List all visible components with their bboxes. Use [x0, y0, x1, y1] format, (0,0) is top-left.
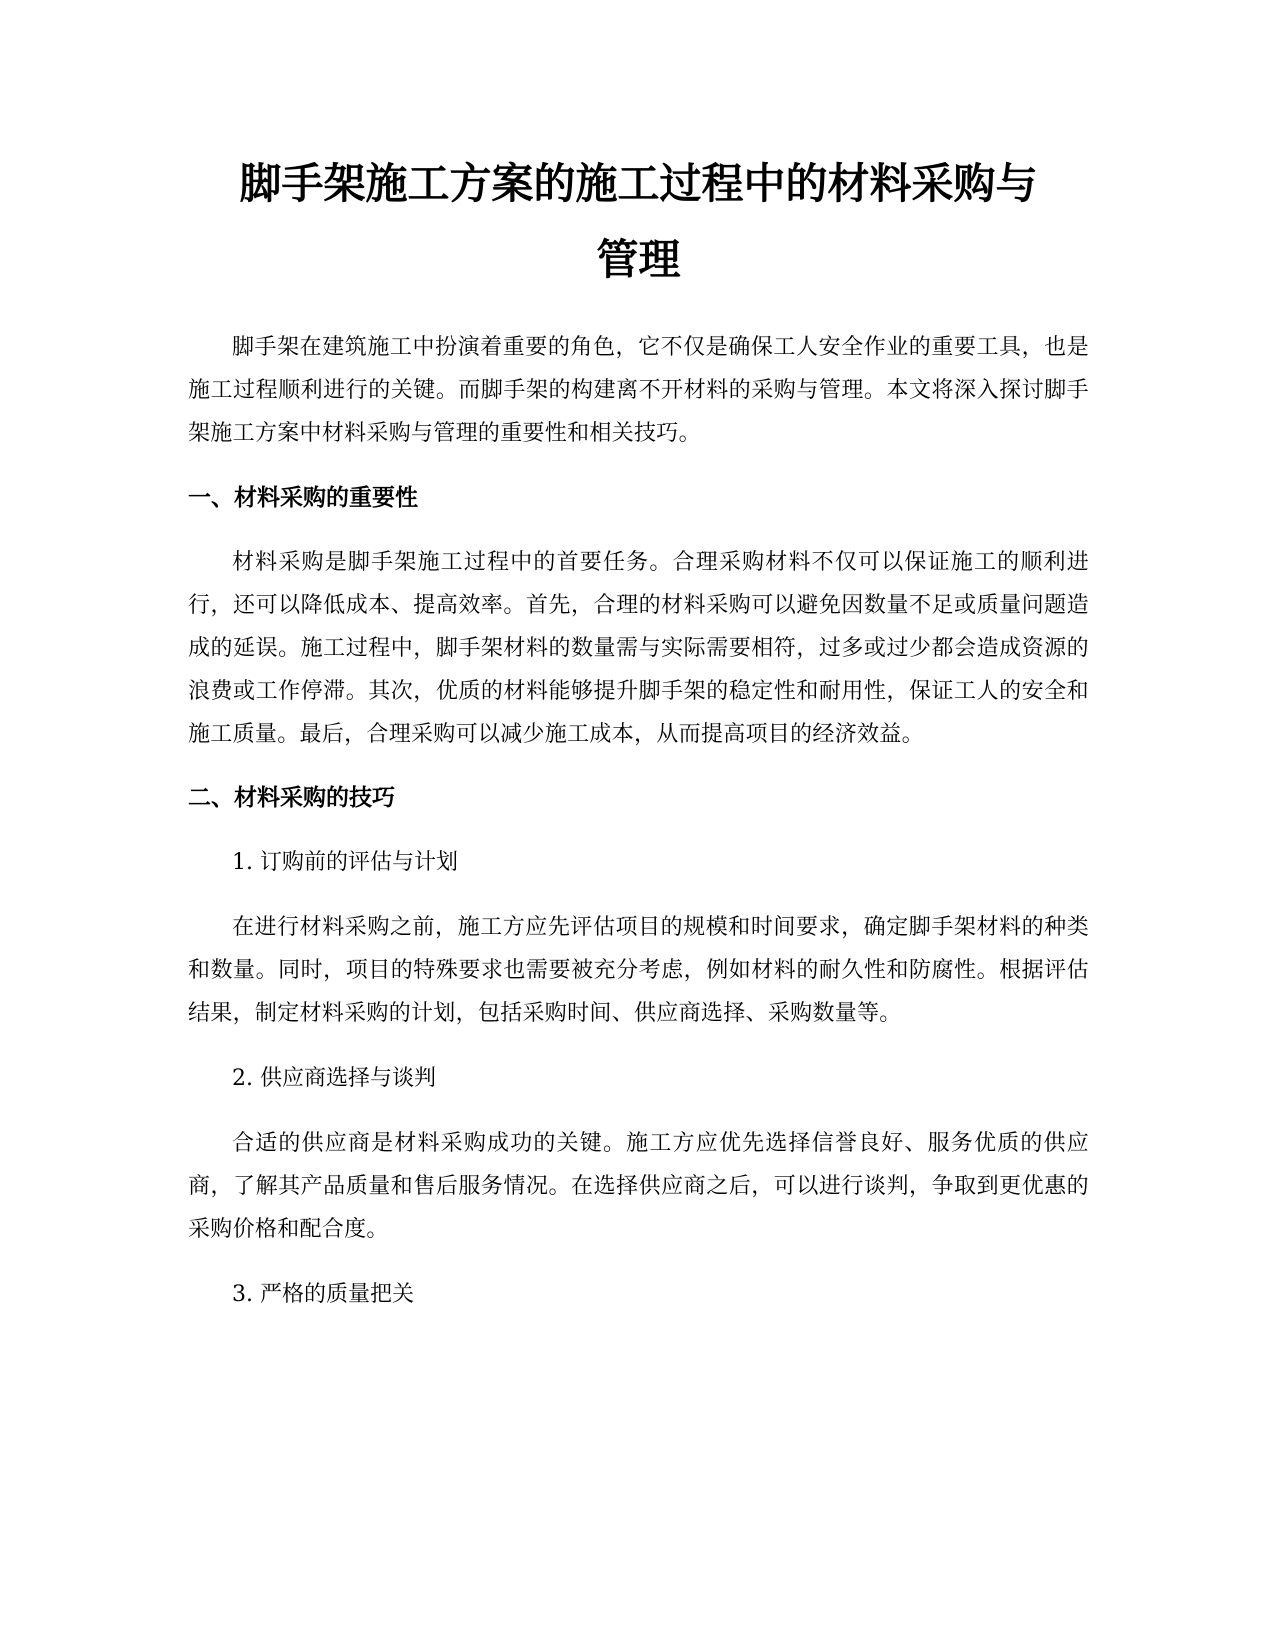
supplier-selection-body: 合适的供应商是材料采购成功的关键。施工方应优先选择信誉良好、服务优质的供应商，了解其产品质量和售后服务情况。在选择供应商之后，可以进行谈判，争取到更优惠的采购价格和配合度。 — [188, 1131, 1089, 1242]
title-line-1: 脚手架施工方案的施工过程中的材料采购与 — [239, 159, 1038, 208]
subheading-supplier-selection: 2. 供应商选择与谈判 — [232, 1066, 436, 1091]
document-title — [188, 146, 1089, 298]
section-heading-importance: 一、材料采购的重要性 — [188, 485, 418, 511]
subheading-quality-control: 3. 严格的质量把关 — [232, 1282, 414, 1307]
intro-paragraph: 脚手架在建筑施工中扮演着重要的角色，它不仅是确保工人安全作业的重要工具，也是施工过程顺利进行的关键。而脚手架的构建离不开材料的采购与管理。本文将深入探讨脚手架施工方案中材料采购与管理的重要性和相关技巧。 — [188, 335, 1089, 446]
document-content — [188, 146, 1089, 1316]
evaluation-planning-body: 在进行材料采购之前，施工方应先评估项目的规模和时间要求，确定脚手架材料的种类和数量。同时，项目的特殊要求也需要被充分考虑，例如材料的耐久性和防腐性。根据评估结果，制定材料采购的计划，包括采购时间、供应商选择、采购数量等。 — [188, 915, 1089, 1026]
section-heading-techniques: 二、材料采购的技巧 — [188, 785, 395, 811]
title-line-2: 管理 — [596, 235, 681, 284]
subheading-evaluation-planning: 1. 订购前的评估与计划 — [232, 850, 458, 875]
section-importance-body: 材料采购是脚手架施工过程中的首要任务。合理采购材料不仅可以保证施工的顺利进行，还可以降低成本、提高效率。首先，合理的材料采购可以避免因数量不足或质量问题造成的延误。施工过程中，脚手架材料的数量需与实际需要相符，过多或过少都会造成资源的浪费或工作停滞。其次，优质的材料能够提升脚手架的稳定性和耐用性，保证工人的安全和施工质量。最后，合理采购可以减少施工成本，从而提高项目的经济效益。 — [188, 550, 1089, 747]
